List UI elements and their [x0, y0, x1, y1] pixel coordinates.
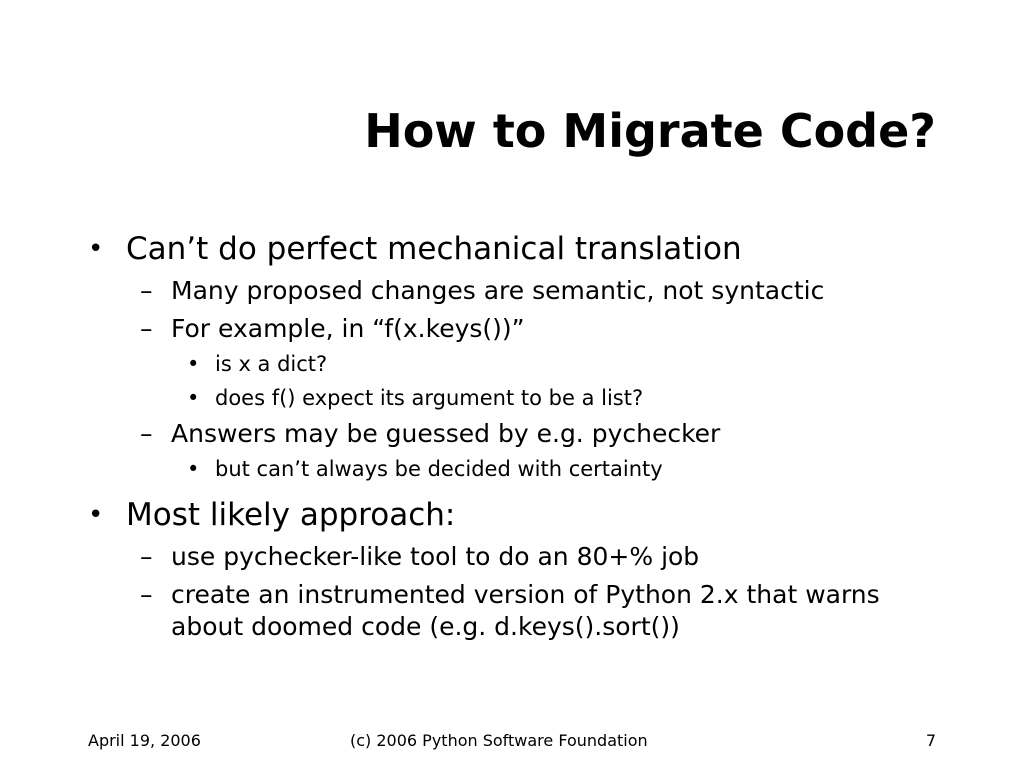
- dash-icon: –: [140, 542, 153, 571]
- sub-bullet-text: Answers may be guessed by e.g. pychecker: [171, 419, 721, 448]
- sub-bullet-item: [88, 579, 931, 643]
- sub-bullet-text: use pychecker-like tool to do an 80+% job: [171, 542, 700, 571]
- bullet-icon: •: [187, 457, 200, 481]
- bullet-icon: •: [187, 386, 200, 410]
- slide-title: How to Migrate Code?: [364, 104, 936, 158]
- bullet-icon: •: [187, 352, 200, 376]
- sub-sub-bullet-text: does f() expect its argument to be a list?: [215, 386, 644, 410]
- dash-icon: –: [140, 314, 153, 343]
- sub-sub-bullet-text: is x a dict?: [215, 352, 328, 376]
- bullet-icon: •: [88, 234, 104, 264]
- sub-sub-bullet-item: [88, 350, 948, 378]
- sub-sub-bullet-item: [88, 455, 948, 483]
- sub-bullet-item: [88, 541, 948, 573]
- bullet-item: [88, 495, 948, 535]
- bullet-icon: •: [88, 500, 104, 530]
- slide-content: [88, 229, 948, 643]
- sub-bullet-text: Many proposed changes are semantic, not syntactic: [171, 276, 825, 305]
- footer-copyright: (c) 2006 Python Software Foundation: [350, 731, 648, 750]
- bullet-text: Most likely approach:: [126, 497, 456, 533]
- sub-sub-bullet-text: but can’t always be decided with certainty: [215, 457, 663, 481]
- sub-sub-bullet-item: [88, 384, 948, 412]
- dash-icon: –: [140, 276, 153, 305]
- bullet-text: Can’t do perfect mechanical translation: [126, 231, 742, 267]
- sub-bullet-item: [88, 313, 948, 345]
- dash-icon: –: [140, 580, 153, 609]
- sub-bullet-text: create an instrumented version of Python 2.x that warns about doomed code (e.g. d.keys().sort()): [171, 580, 880, 641]
- page-number: 7: [925, 731, 936, 750]
- footer-date: April 19, 2006: [88, 731, 201, 750]
- bullet-item: [88, 229, 948, 269]
- sub-bullet-item: [88, 418, 948, 450]
- dash-icon: –: [140, 419, 153, 448]
- sub-bullet-text: For example, in “f(x.keys())”: [171, 314, 525, 343]
- sub-bullet-item: [88, 275, 948, 307]
